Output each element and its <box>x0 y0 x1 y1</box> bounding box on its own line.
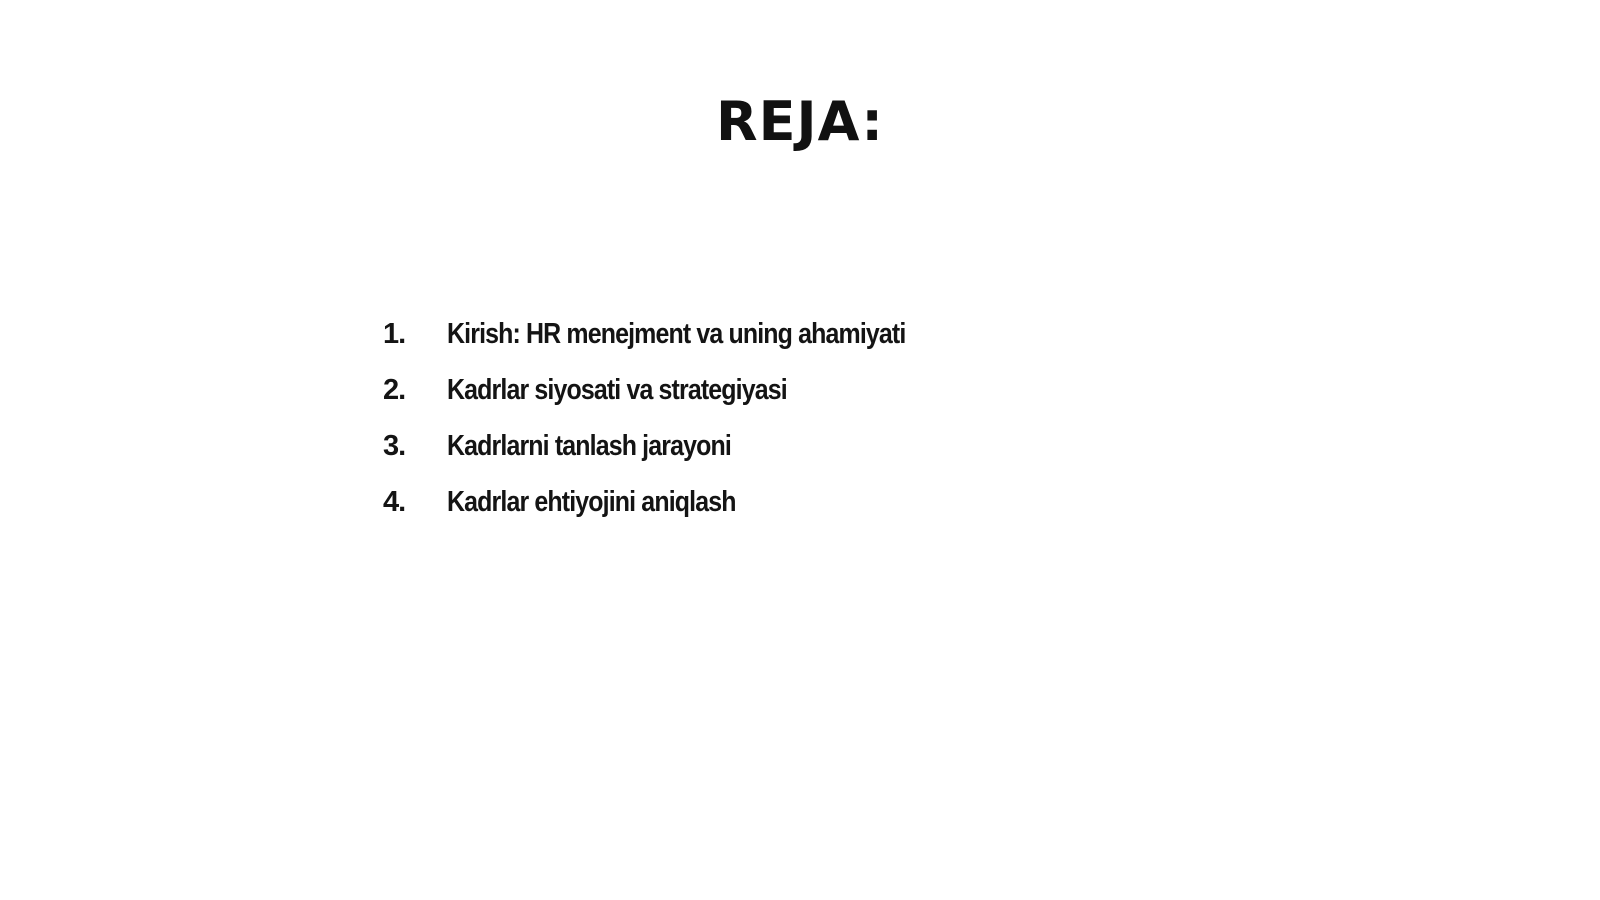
agenda-item <box>383 430 980 486</box>
agenda-item-text: Kadrlar siyosati va strategiyasi <box>447 374 787 406</box>
agenda-list <box>383 318 980 542</box>
agenda-item-text: Kadrlarni tanlash jarayoni <box>447 430 731 462</box>
agenda-item <box>383 318 980 374</box>
agenda-item-text: Kadrlar ehtiyojini aniqlash <box>447 486 736 518</box>
agenda-item-text: Kirish: HR menejment va uning ahamiyati <box>447 318 906 350</box>
agenda-item-number: 4. <box>383 486 406 518</box>
agenda-item-number: 3. <box>383 430 406 462</box>
agenda-item-number: 2. <box>383 374 406 406</box>
agenda-item <box>383 486 980 542</box>
agenda-item <box>383 374 980 430</box>
agenda-item-number: 1. <box>383 318 406 350</box>
slide-title: REJA: <box>716 90 884 153</box>
